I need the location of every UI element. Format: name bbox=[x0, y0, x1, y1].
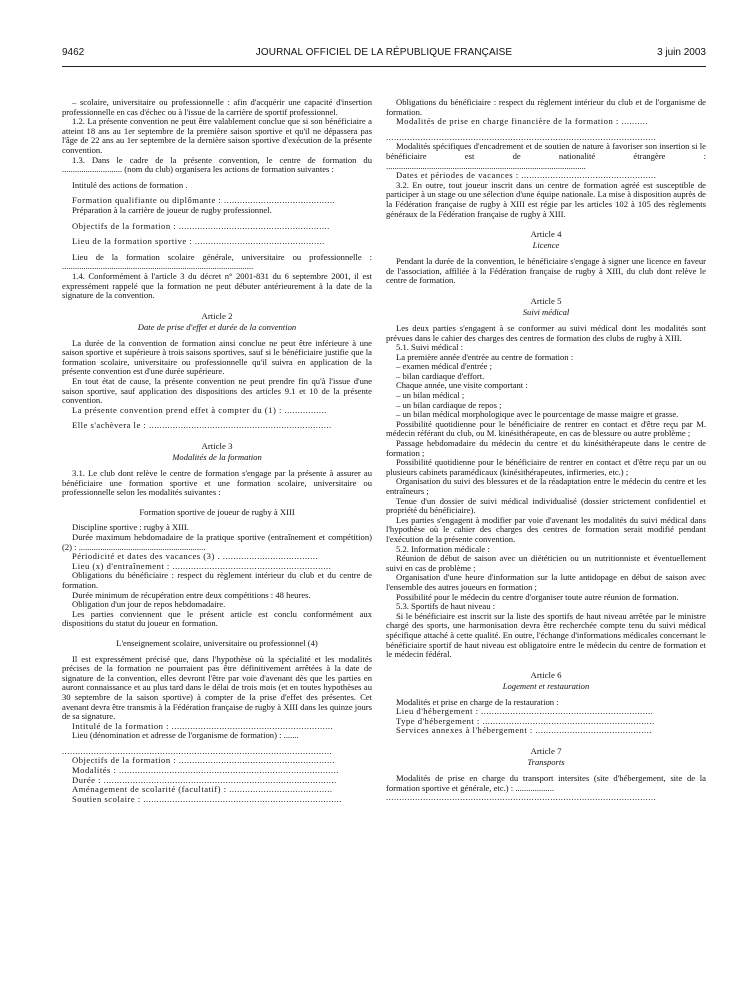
left-column bbox=[62, 98, 372, 804]
form-field: Services annexes à l'hébergement : ............................................ bbox=[396, 725, 652, 736]
paragraph: Discipline sportive : rugby à XIII. bbox=[72, 522, 189, 533]
list-item: – un bilan cardiaque de repos ; bbox=[396, 399, 502, 410]
paragraph: Obligations du bénéficiaire : respect du règlement intérieur du club et du centre de formation. bbox=[62, 570, 372, 590]
paragraph: Obligations du bénéficiaire : respect du règlement intérieur du club et de l'organisme de formation. bbox=[386, 97, 706, 117]
form-field: Objectifs de la formation : ........................................................... bbox=[72, 755, 336, 766]
paragraph: Les deux parties s'engagent à se conformer au suivi médical dont les modalités sont prévues dans le cahier des charges des centres de formation des clubs de rugby à XIII. bbox=[386, 322, 706, 343]
journal-title: JOURNAL OFFICIEL DE LA RÉPUBLIQUE FRANÇAISE bbox=[255, 47, 513, 58]
paragraph: 1.2. La présente convention ne peut être valablement conclue que si son bénéficiaire a atteint 18 ans au 1er septembre de la première saison sportive et qu'il ne dépassera pas l'âge de 22 ans au 1er septembre de la dernière saison sportive d'exécution de la présente convention. bbox=[62, 116, 372, 155]
list-item: – bilan cardiaque d'effort. bbox=[396, 370, 485, 381]
paragraph: En tout état de cause, la présente convention ne peut prendre fin qu'à l'issue d'une saison sportive, sauf application des dispositions des articles 9.1 et 10 de la présente convention. bbox=[62, 376, 372, 406]
page-header bbox=[62, 47, 706, 61]
form-field: Modalités de prise en charge du transport intersites (site d'hébergement, site de la formation sportive et générale, etc.) : .................. bbox=[386, 773, 706, 793]
paragraph: Si le bénéficiaire est inscrit sur la liste des sportifs de haut niveau arrêtée par le ministre chargé des sports, une harmonisation devra être recherchée compte tenu du suivi médical spécifique attaché à cette qualité. En outre, l'échange d'informations médicales concernant le bénéficiaire sportif de haut niveau est obligatoire entre le médecin du centre de formation et le médecin fédéral. bbox=[386, 610, 706, 660]
form-field: ...................................................................................................... bbox=[386, 131, 657, 142]
form-field: Lieu d'hébergement : ................................................................. bbox=[396, 706, 654, 717]
form-field: Soutien scolaire : ........................................................................... bbox=[72, 793, 342, 804]
article-3-subtitle: Modalités de la formation bbox=[172, 452, 262, 463]
publication-date: 3 juin 2003 bbox=[657, 47, 706, 58]
form-field: Type d'hébergement : ................................................................. bbox=[396, 715, 655, 726]
form-field: Objectifs de la formation : ......................................................... bbox=[72, 220, 330, 231]
form-field: Périodicité et dates des vacances (3) . .................................... bbox=[72, 551, 319, 562]
section-heading: Formation sportive de joueur de rugby à XIII bbox=[139, 506, 295, 517]
paragraph: Pendant la durée de la convention, le bénéficiaire s'engage à signer une licence en faveur de l'association, affiliée à la Fédération française de rugby à XIII, du club dont relève le centre de formation. bbox=[386, 256, 706, 286]
paragraph: Intitulé des actions de formation . bbox=[72, 179, 188, 190]
paragraph: 3.1. Le club dont relève le centre de formation s'engage par la présente à assurer au bénéficiaire une formation sportive et une formation scolaire, universitaire ou professionnelle selon les modalités suivantes : bbox=[62, 468, 372, 498]
form-field: Dates et périodes de vacances : ................................................... bbox=[396, 170, 657, 181]
form-field: Durée maximum hebdomadaire de la pratique sportive (entraînement et compétition) (2) : ........................................................... bbox=[62, 532, 372, 552]
article-3-title: Article 3 bbox=[201, 441, 233, 452]
article-6-title: Article 6 bbox=[530, 669, 562, 680]
article-2-subtitle: Date de prise d'effet et durée de la convention bbox=[137, 321, 297, 332]
paragraph: Tenue d'un dossier de suivi médical individualisé (dossier strictement confidentiel et propriété du bénéficiaire). bbox=[386, 495, 706, 516]
paragraph: Préparation à la carrière de joueur de rugby professionnel. bbox=[72, 204, 272, 215]
paragraph: Possibilité quotidienne pour le bénéficiaire de rentrer en contact et d'être reçu par un ou plusieurs cabinets paramédicaux (kinésithérapeutes, infirmeries, etc.) ; bbox=[386, 457, 706, 477]
paragraph: La durée de la convention de formation ainsi conclue ne peut être inférieure à une saison sportive et supérieure à trois saisons sportives, sauf si le bénéficiaire justifie que la formation scolaire, universitaire ou professionnelle qu'il suivra en application de la présente convention est d'une durée supérieure. bbox=[62, 337, 372, 377]
paragraph: 5.1. Suivi médical : bbox=[396, 342, 464, 353]
paragraph: Les parties conviennent que le présent article est conclu conformément aux dispositions du statut du joueur en formation. bbox=[62, 608, 372, 629]
paragraph: 5.3. Sportifs de haut niveau : bbox=[396, 601, 496, 612]
right-column bbox=[386, 98, 706, 803]
article-4-title: Article 4 bbox=[530, 229, 562, 240]
paragraph: Possibilité quotidienne pour le bénéficiaire de rentrer en contact et d'être reçu par M. médecin référant du club, ou M. kinésithérapeute, en cas de blessure ou autre problème ; bbox=[386, 418, 706, 439]
paragraph: Modalités spécifiques d'encadrement et de soutien de nature à favoriser son insertion si le bénéficiaire est de nationalité étrangère : ............................................................................................. bbox=[386, 141, 706, 171]
form-field: Aménagement de scolarité (facultatif) : ....................................... bbox=[72, 784, 333, 795]
paragraph: Durée minimum de récupération entre deux compétitions : 48 heures. bbox=[72, 589, 311, 600]
paragraph: Possibilité pour le médecin du centre d'organiser toute autre réunion de formation. bbox=[396, 591, 679, 602]
form-field: Formation qualifiante ou diplômante : .......................................... bbox=[72, 195, 336, 206]
paragraph: La première année d'entrée au centre de formation : bbox=[396, 351, 574, 362]
article-5-title: Article 5 bbox=[530, 295, 562, 306]
form-field: La présente convention prend effet à compter du (1) : ................ bbox=[72, 404, 327, 415]
paragraph: Les parties s'engagent à modifier par voie d'avenant les modalités du suivi médical dans l'hypothèse où le cahier des charges des centres de formation serait modifié pendant l'exécution de la présente convention. bbox=[386, 514, 706, 544]
header-rule bbox=[62, 66, 706, 67]
list-item: – examen médical d'entrée ; bbox=[396, 361, 493, 372]
article-5-subtitle: Suivi médical bbox=[522, 306, 570, 317]
paragraph: 1.3. Dans le cadre de la présente convention, le centre de formation du ............................ (nom du club) organisera les actions de formation suivantes : bbox=[62, 154, 372, 175]
paragraph: 1.4. Conformément à l'article 3 du décret n° 2001-831 du 6 septembre 2001, il est expressément rappelé que la formation ne peut débuter antérieurement à la date de la signature de la convention. bbox=[62, 270, 372, 301]
paragraph: Réunion de début de saison avec un diététicien ou un nutritionniste et éventuellement suivi en cas de problème ; bbox=[386, 553, 706, 573]
article-4-subtitle: Licence bbox=[532, 240, 560, 251]
section-heading: L'enseignement scolaire, universitaire ou professionnel (4) bbox=[116, 637, 318, 648]
form-field: ...................................................................................................... bbox=[62, 745, 333, 756]
paragraph: Passage hebdomadaire du médecin du centre et du kinésithérapeute dans le centre de formation ; bbox=[386, 438, 706, 458]
form-field: Intitulé de la formation : ............................................................. bbox=[72, 720, 334, 731]
form-field: Durée : ........................................................................................ bbox=[72, 774, 337, 785]
paragraph: Obligation d'un jour de repos hebdomadaire. bbox=[72, 599, 226, 610]
list-item: – un bilan médical ; bbox=[396, 390, 465, 401]
paragraph: Organisation du suivi des blessures et de la réadaptation entre le médecin du centre et les entraîneurs ; bbox=[386, 476, 706, 496]
form-field: Lieu (x) d'entraînement : ............................................................ bbox=[72, 560, 332, 571]
paragraph: Chaque année, une visite comportant : bbox=[396, 380, 528, 391]
paragraph: 5.2. Information médicale : bbox=[396, 543, 490, 554]
paragraph: Organisation d'une heure d'information sur la lutte antidopage en début de saison avec l'ensemble des autres joueurs en formation ; bbox=[386, 572, 706, 592]
paragraph: 3.2. En outre, tout joueur inscrit dans un centre de formation agréé est susceptible de participer à un stage ou une sélection d'une équipe nationale. La mise à disposition auprès de la Fédération française de rugby à XIII est régie par les articles 102 à 105 des règlements généraux de la Fédération française de rugby à XIII. bbox=[386, 179, 706, 219]
article-7-title: Article 7 bbox=[530, 746, 562, 757]
form-field: ...................................................................................................... bbox=[386, 792, 657, 803]
form-field: Lieu (dénomination et adresse de l'organisme de formation) : ....... bbox=[72, 730, 299, 741]
form-field: Modalités : ................................................................................... bbox=[72, 765, 339, 776]
form-field: Lieu de la formation sportive : ................................................. bbox=[72, 236, 325, 247]
article-6-subtitle: Logement et restauration bbox=[502, 680, 590, 691]
form-field: Elle s'achèvera le : ..................................................................... bbox=[72, 420, 332, 431]
paragraph: Modalités et prise en charge de la restauration : bbox=[396, 696, 559, 707]
form-field: Modalités de prise en charge financière de la formation : .......... bbox=[396, 116, 648, 127]
article-7-subtitle: Transports bbox=[527, 757, 565, 768]
page-number: 9462 bbox=[62, 47, 85, 58]
list-item: – un bilan médical morphologique avec le pourcentage de masse maigre et grasse. bbox=[396, 409, 679, 420]
paragraph: Il est expressément précisé que, dans l'hypothèse où la spécialité et les modalités précises de la formation ne pourraient pas être définitivement arrêtées à la date de signature de la convention, elles devront l'être par voie d'avenant dès que les parties en auront connaissance et au plus tard dans le délai de trois mois (et en toutes hypothèses au 30 septembre de la saison sportive) à compter de la prise d'effet des présentes. Cet avenant devra être transmis à la Fédération française de rugby à XIII dans les quinze jours de sa signature. bbox=[62, 653, 372, 722]
paragraph: – scolaire, universitaire ou professionnelle : afin d'acquérir une capacité d'insertion professionnelle en cas d'échec ou à l'issue de la carrière de sportif professionnel. bbox=[62, 97, 372, 117]
article-2-title: Article 2 bbox=[201, 310, 233, 321]
form-field: Lieu de la formation scolaire générale, universitaire ou professionnelle : ......................................................................................... bbox=[62, 251, 372, 272]
